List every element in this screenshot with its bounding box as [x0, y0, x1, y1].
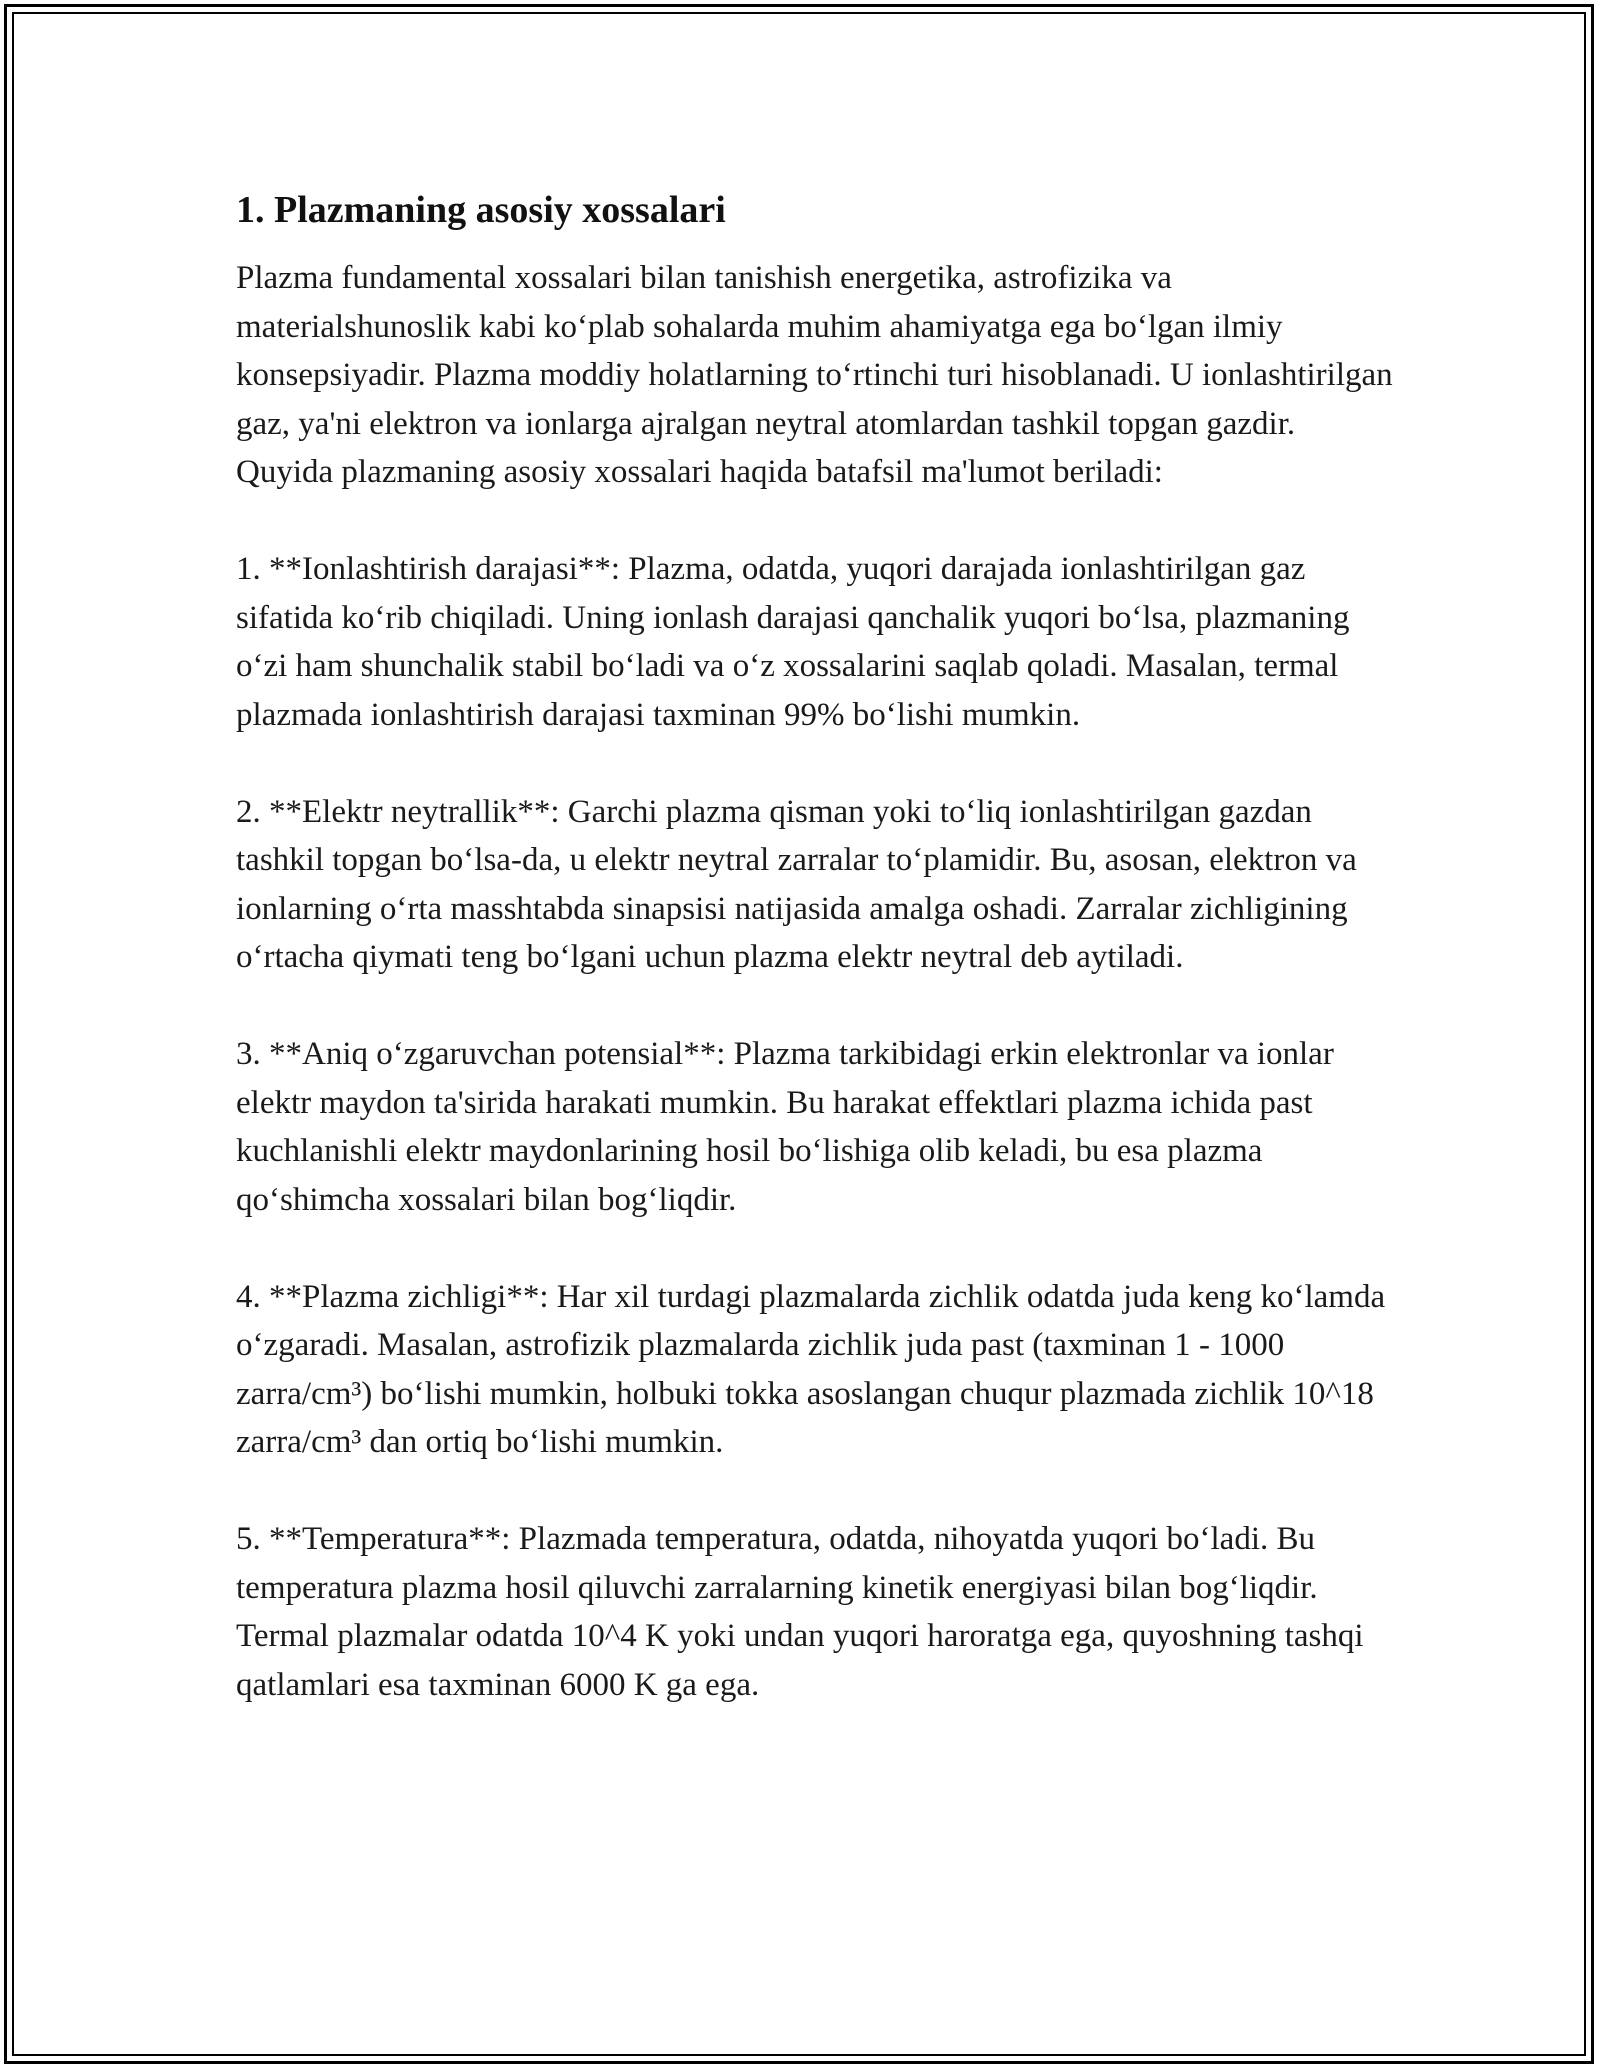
list-item-neutrality: 2. **Elektr neytrallik**: Garchi plazma qisman yoki to‘liq ionlashtirilgan gazdan tashkil topgan bo‘lsa-da, u elektr neytral zarralar to‘plamidir. Bu, asosan, elektron va ionlarning o‘rta masshtabda sinapsisi natijasida amalga oshadi. Zarralar zichligining o‘rtacha qiymati teng bo‘lgani uchun plazma elektr neytral deb aytiladi. [236, 793, 1357, 975]
list-item-temperature: 5. **Temperatura**: Plazmada temperatura, odatda, nihoyatda yuqori bo‘ladi. Bu temperatura plazma hosil qiluvchi zarralarning kinetik energiyasi bilan bog‘liqdir. Termal plazmalar odatda 10^4 K yoki undan yuqori haroratga ega, quyoshning tashqi qatlamlari esa taxminan 6000 K ga ega. [236, 1521, 1364, 1703]
list-item-ionization: 1. **Ionlashtirish darajasi**: Plazma, odatda, yuqori darajada ionlashtirilgan gaz sifatida ko‘rib chiqiladi. Uning ionlash darajasi qanchalik yuqori bo‘lsa, plazmaning o‘zi ham shunchalik stabil bo‘ladi va o‘z xossalarini saqlab qoladi. Masalan, termal plazmada ionlashtirish darajasi taxminan 99% bo‘lishi mumkin. [236, 551, 1350, 733]
document-body [236, 186, 1396, 1709]
list-item-density: 4. **Plazma zichligi**: Har xil turdagi plazmalarda zichlik odatda juda keng ko‘lamda o‘zgaradi. Masalan, astrofizik plazmalarda zichlik juda past (taxminan 1 - 1000 zarra/cm³) bo‘lishi mumkin, holbuki tokka asoslangan chuqur plazmada zichlik 10^18 zarra/cm³ dan ortiq bo‘lishi mumkin. [236, 1278, 1386, 1460]
list-item-potential: 3. **Aniq o‘zgaruvchan potensial**: Plazma tarkibidagi erkin elektronlar va ionlar elektr maydon ta'sirida harakati mumkin. Bu harakat effektlari plazma ichida past kuchlanishli elektr maydonlarining hosil bo‘lishiga olib keladi, bu esa plazma qo‘shimcha xossalari bilan bog‘liqdir. [236, 1036, 1334, 1218]
intro-paragraph: Plazma fundamental xossalari bilan tanishish energetika, astrofizika va materialshunoslik kabi ko‘plab sohalarda muhim ahamiyatga ega bo‘lgan ilmiy konsepsiyadir. Plazma moddiy holatlarning to‘rtinchi turi hisoblanadi. U ionlashtirilgan gaz, ya'ni elektron va ionlarga ajralgan neytral atomlardan tashkil topgan gazdir. Quyida plazmaning asosiy xossalari haqida batafsil ma'lumot beriladi: [236, 260, 1393, 490]
page-title: 1. Plazmaning asosiy xossalari [236, 189, 726, 231]
